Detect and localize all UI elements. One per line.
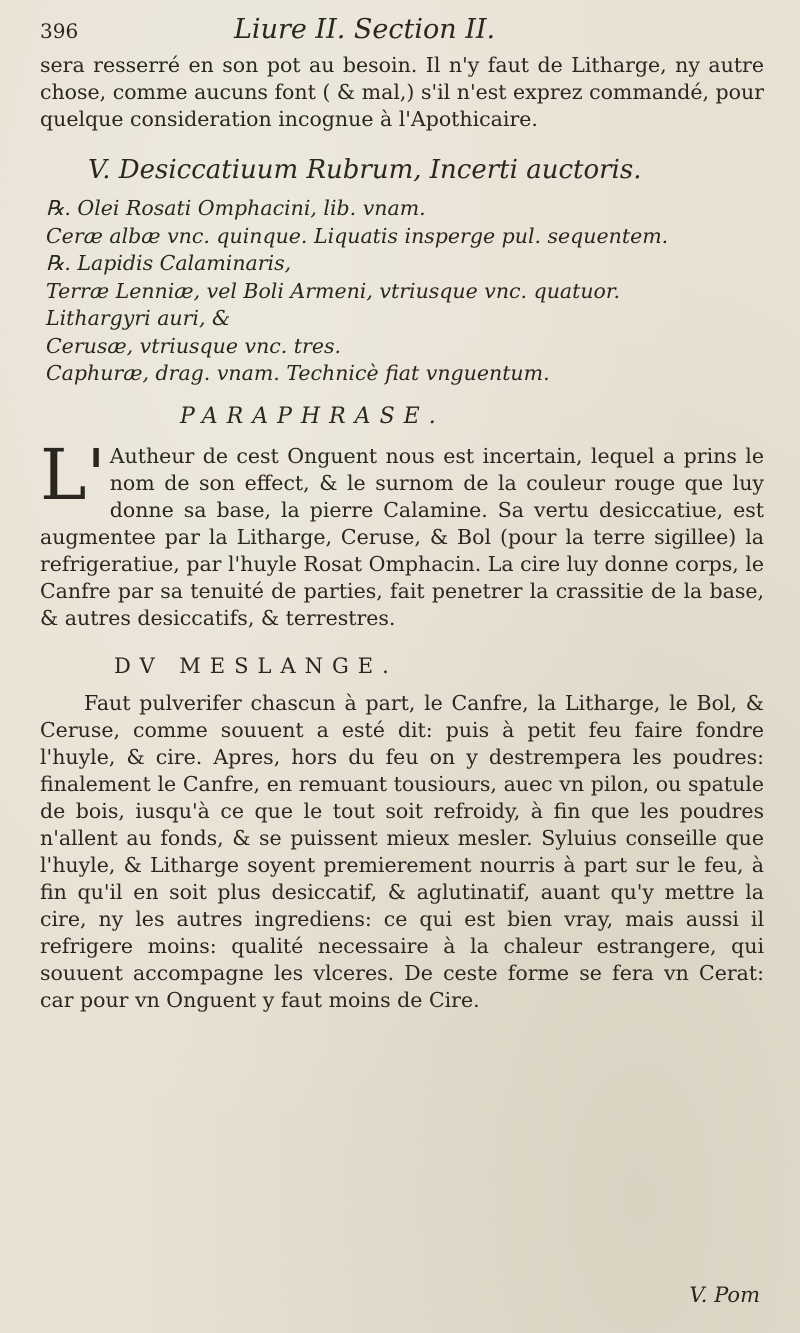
paraphrase-paragraph: L'Autheur de cest Onguent nous est incertain, lequel a prins le nom de son effect, & le surnom de la couleur rouge que luy donne sa base, la pierre Calamine. Sa vertu desiccatiue, est augmentee par la Litharge, Ceruse, & Bol (pour la terre sigillee) la refrigeratiue, par l'huyle Rosat Omphacin. La cire luy donne corps, le Canfre par sa tenuité de parties, fait penetrer la crassitie de la base, & autres desiccatifs, & terrestres. — [40, 433, 764, 630]
page-header — [40, 14, 764, 52]
mixing-heading: DV MESLANGE. — [114, 653, 398, 678]
recipe-line: Lithargyri auri, & — [46, 306, 231, 330]
recipe-title: V. Desiccatiuum Rubrum, Incerti auctoris. — [88, 155, 642, 185]
catchword: V. Pom — [689, 1283, 760, 1307]
recipe-block — [46, 195, 764, 388]
recipe-line: Ceræ albæ vnc. quinque. Liquatis insperge pul. sequentem. — [46, 223, 669, 248]
page-number: 396 — [40, 19, 79, 43]
paraphrase-heading: PARAPHRASE. — [180, 403, 445, 429]
mixing-paragraph: Faut pulverifer chascun à part, le Canfre, la Litharge, le Bol, & Ceruse, comme souuent a esté dit: puis à petit feu faire fondre l'huyle, & cire. Apres, hors du feu on y destrempera les poudres: finalement le Canfre, en remuant tousiours, auec vn pilon, ou spatule de bois, iusqu'à ce que le tout soit refroidy, à fin que les poudres n'allent au fonds, & se puissent mieux mesler. Syluius conseille que l'huyle, & Litharge soyent premierement nourris à part sur le feu, à fin qu'il en soit plus desiccatif, & aglutinatif, auant qu'y mettre la cire, ny les autres ingrediens: ce qui est bien vray, mais aussi il refrigere moins: qualité necessaire à la chaleur estrangere, qui souuent accompagne les vlceres. De ceste forme se fera vn Cerat: car pour vn Onguent y faut moins de Cire. — [40, 690, 764, 1012]
recipe-line: Terræ Lenniæ, vel Boli Armeni, vtriusque vnc. quatuor. — [46, 278, 620, 303]
intro-paragraph: sera resserré en son pot au besoin. Il n'y faut de Litharge, ny autre chose, comme aucuns font ( & mal,) s'il n'est exprez commandé, pour quelque consideration incognue à l'Apothicaire. — [40, 53, 764, 131]
running-head: Liure II. Section II. — [234, 14, 496, 45]
recipe-line: Cerusæ, vtriusque vnc. tres. — [46, 333, 342, 358]
recipe-line: ℞. Olei Rosati Omphacini, lib. vnam. — [46, 196, 426, 220]
recipe-line: ℞. Lapidis Calaminaris, — [46, 251, 292, 275]
recipe-line: Caphuræ, drag. vnam. Technicè fiat vnguentum. — [46, 361, 550, 385]
